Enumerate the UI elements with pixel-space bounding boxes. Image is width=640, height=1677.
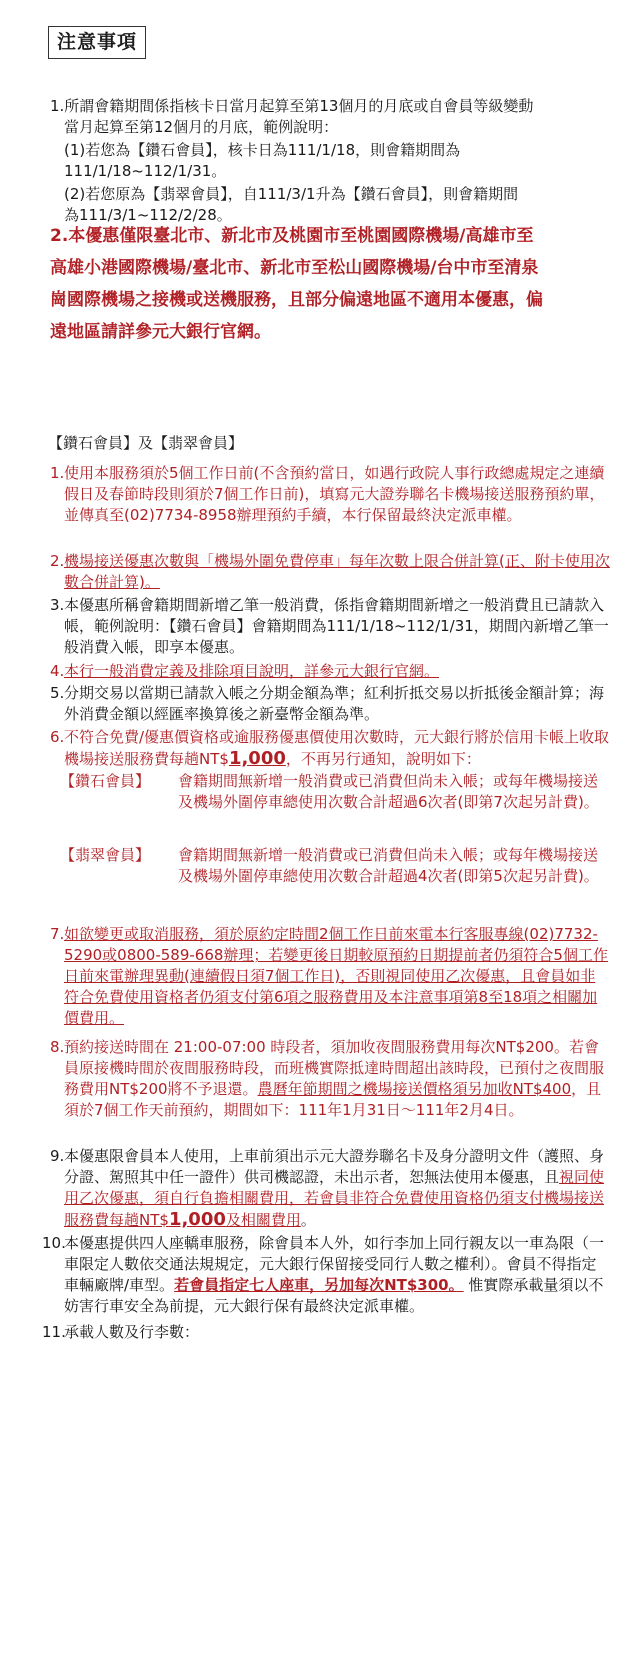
item-text: 承載人數及行李數： [64,1323,200,1341]
item-text: 如欲變更或取消服務，須於原約定時間2個工作日前來電本行客服專線(02)7732-5290或0800-589-668辦理；若變更後日期較原預約日期提前者仍須符合5個工作日前來電辦理異動(連續假日須7個工作日)，否則視同使用乙次優惠，且會員如非符合免費使用資格者仍須支付第6項之服務費用及本注意事項第8至18項之相關加價費用。 [64,925,608,1027]
intro-example: (2)若您原為【翡翠會員】，自111/3/1升為【鑽石會員】，則會籍期間 [64,185,519,203]
diamond-text: 會籍期間無新增一般消費或已消費但尚未入帳；或每年機場接送及機場外圍停車總使用次數合計超過6次者(即第7次起另計費)。 [178,772,599,811]
intro-red-text: 崗國際機場之接機或送機服務，且部分偏遠地區不適用本優惠，偏 [50,290,543,310]
list-item-2 [50,551,610,593]
item-number: 1. [50,464,65,482]
intro-item-1 [50,96,610,226]
item-number: 10. [42,1234,66,1252]
item-number: 8. [50,1038,65,1056]
list-item-11 [42,1322,610,1343]
item-text: 若會員指定七人座車，另加每次NT$300。 [174,1276,464,1294]
list-item-9 [50,1146,610,1231]
diamond-label: 【鑽石會員】 [60,772,151,790]
item-text: 惟實際承載量須以不妨害行車安全為前提，元大銀行保有最終決定派車權。 [64,1276,604,1315]
list-item-7 [50,924,610,1029]
item-number: 5. [50,684,65,702]
item-text: 不符合免費/優惠價資格或逾服務優惠價使用次數時，元大銀行將於信用卡帳上收取機場接送服務費每趟NT$ [64,728,610,768]
section-title: 【鑽石會員】及【翡翠會員】 [48,434,244,452]
item-text: 機場接送優惠次數與「機場外圍免費停車」每年次數上限合併計算(正、附卡使用次數合併計算)。 [64,552,610,591]
list-item-10 [42,1233,610,1317]
item-text: ，且須於7個工作天前預約，期間如下：111年1月31日～111年2月4日。 [64,1080,602,1119]
intro-item-2 [50,220,610,348]
item-text: 及相關費用 [225,1211,301,1229]
item-text: 本優惠所稱會籍期間新增乙筆一般消費，係指會籍期間新增之一般消費且已請款入帳，範例說明：【鑽石會員】會籍期間為111/1/18~112/1/31，期間內新增乙筆一般消費入帳，即享本優惠。 [64,596,609,656]
intro-text: 1.所謂會籍期間係指核卡日當月起算至第13個月的月底或自會員等級變動 [50,97,534,115]
item-text: 本行一般消費定義及排除項目說明，詳參元大銀行官網。 [64,662,440,680]
item-text: 農曆年節期間之機場接送價格須另加收NT$400 [257,1080,572,1098]
item-number: 11. [42,1323,66,1341]
item-text: 本優惠限會員本人使用，上車前須出示元大證券聯名卡及身分證明文件（護照、身分證、駕照其中任一證件）供司機認證，未出示者，恕無法使用本優惠，且 [64,1147,605,1186]
item-number: 7. [50,925,65,943]
intro-example: 為111/3/1~112/2/28。 [64,206,232,224]
list-item-5 [50,683,610,725]
intro-red-text: 2.本優惠僅限臺北市、新北市及桃園市至桃園國際機場/高雄市至 [50,226,534,246]
list-item-1 [50,463,610,526]
fee-amount: 1,000 [228,748,286,769]
item-text: 視同使用乙次優惠，須自行負擔相關費用，若會員非符合免費使用資格仍須支付機場接送服務費每趟NT$ [64,1168,605,1229]
item-number: 9. [50,1147,65,1165]
list-item-6 [50,727,610,770]
list-item-8 [50,1037,610,1121]
intro-red-text: 高雄小港國際機場/臺北市、新北市至松山國際機場/台中市至清泉 [50,258,539,278]
emerald-member-rule [60,845,610,887]
item-number: 3. [50,596,65,614]
item-text: 分期交易以當期已請款入帳之分期金額為準；紅利折抵交易以折抵後金額計算；海外消費金額以經匯率換算後之新臺幣金額為準。 [64,684,605,723]
intro-example: 111/1/18~112/1/31。 [64,162,227,180]
item-text: 使用本服務須於5個工作日前(不含預約當日，如遇行政院人事行政總處規定之連續假日及春節時段則須於7個工作日前)，填寫元大證券聯名卡機場接送服務預約單，並傳真至(02)7734-8958辦理預約手續，本行保留最終決定派車權。 [64,464,605,524]
item-number: 4. [50,662,65,680]
emerald-text: 會籍期間無新增一般消費或已消費但尚未入帳；或每年機場接送及機場外圍停車總使用次數合計超過4次者(即第5次起另計費)。 [178,846,599,885]
item-text: 預約接送時間在 21:00-07:00 時段者，須加收夜間服務費用每次NT$200。若會員原接機時間於夜間服務時段，而班機實際抵達時間超出該時段，已預付之夜間服務費用NT$200將不予退還。 [64,1038,605,1098]
intro-example: (1)若您為【鑽石會員】，核卡日為111/1/18，則會籍期間為 [64,141,461,159]
item-text: 。 [300,1211,316,1229]
page-title: 注意事項 [48,26,146,59]
item-number: 6. [50,728,65,746]
item-number: 2. [50,552,65,570]
item-text: 本優惠提供四人座轎車服務，除會員本人外，如行李加上同行親友以一車為限（一車限定人數依交通法規規定，元大銀行保留接受同行人數之權利）。會員不得指定車輛廠牌/車型。 [64,1234,605,1294]
diamond-member-rule [60,771,610,813]
list-item-4 [50,661,610,682]
list-item-3 [50,595,610,658]
intro-text: 當月起算至第12個月的月底，範例說明： [64,118,339,136]
emerald-label: 【翡翠會員】 [60,846,151,864]
intro-red-text: 遠地區請詳參元大銀行官網。 [50,322,271,342]
item-text: ，不再另行通知，說明如下： [285,750,481,768]
fee-amount: 1,000 [168,1209,226,1230]
